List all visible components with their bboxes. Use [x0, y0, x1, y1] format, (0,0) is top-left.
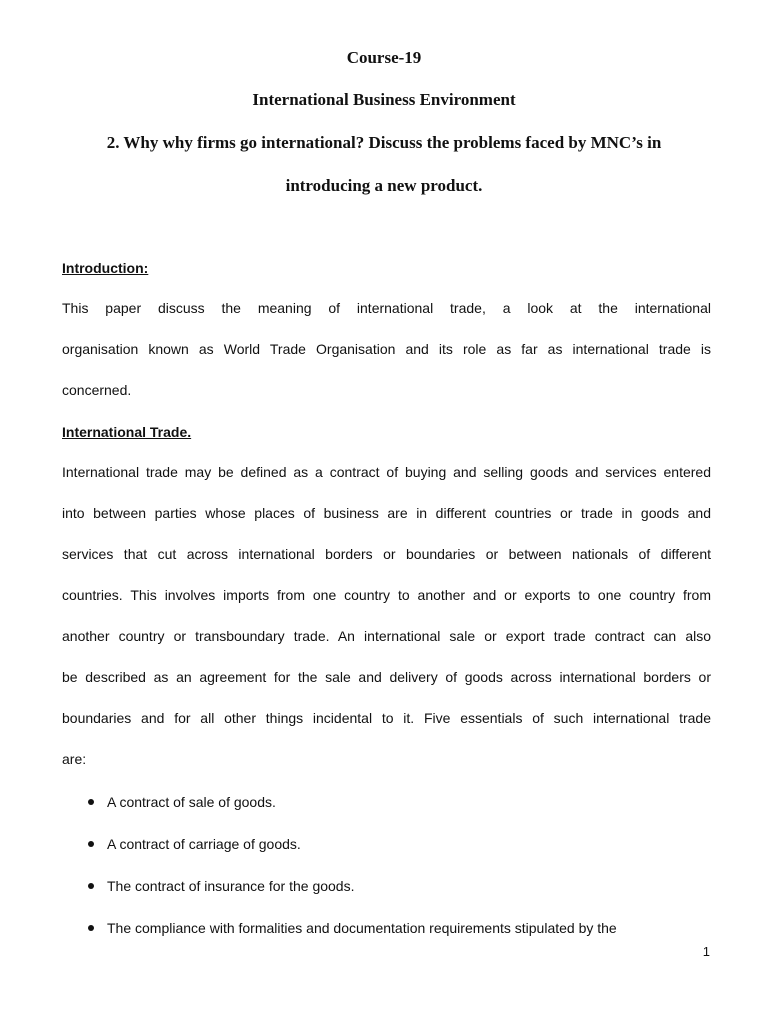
- list-item-text: The compliance with formalities and documentation requirements stipulated by the: [107, 920, 617, 936]
- bullet-icon: [88, 883, 94, 889]
- list-item-text: A contract of carriage of goods.: [107, 836, 301, 852]
- bullet-icon: [88, 925, 94, 931]
- list-item-text: The contract of insurance for the goods.: [107, 878, 355, 894]
- paragraph-line: another country or transboundary trade. An international sale or export trade contract can also: [62, 628, 711, 644]
- essentials-list: [62, 781, 711, 949]
- paragraph-line: boundaries and for all other things incidental to it. Five essentials of such international trade: [62, 710, 711, 726]
- list-item: [62, 823, 711, 865]
- introduction-paragraph: [62, 288, 711, 411]
- paragraph-line: services that cut across international borders or boundaries or between nationals of different: [62, 546, 711, 562]
- paragraph-line: into between parties whose places of business are in different countries or trade in goods and: [62, 505, 711, 521]
- international-trade-heading: International Trade.: [62, 424, 192, 440]
- paragraph-line: International trade may be defined as a contract of buying and selling goods and services entered: [62, 464, 711, 480]
- list-item-text: A contract of sale of goods.: [107, 794, 276, 810]
- page-number: 1: [702, 944, 710, 959]
- list-item: [62, 865, 711, 907]
- question-line-2: introducing a new product.: [285, 176, 483, 195]
- bullet-icon: [88, 841, 94, 847]
- introduction-heading: Introduction:: [62, 260, 149, 276]
- paragraph-line: concerned.: [62, 382, 132, 398]
- paragraph-line: organisation known as World Trade Organisation and its role as far as international trade is: [62, 341, 711, 357]
- subject-title: International Business Environment: [252, 90, 516, 109]
- paragraph-line: are:: [62, 751, 87, 767]
- paragraph-line: be described as an agreement for the sale and delivery of goods across international borders or: [62, 669, 711, 685]
- question-line-1: 2. Why why firms go international? Discuss the problems faced by MNC’s in: [106, 133, 662, 152]
- list-item: [62, 781, 711, 823]
- paragraph-line: countries. This involves imports from one country to another and or exports to one country from: [62, 587, 711, 603]
- paragraph-line: This paper discuss the meaning of international trade, a look at the international: [62, 300, 711, 316]
- course-title: Course-19: [346, 48, 422, 67]
- list-item: [62, 907, 711, 949]
- international-trade-paragraph: [62, 452, 711, 780]
- bullet-icon: [88, 799, 94, 805]
